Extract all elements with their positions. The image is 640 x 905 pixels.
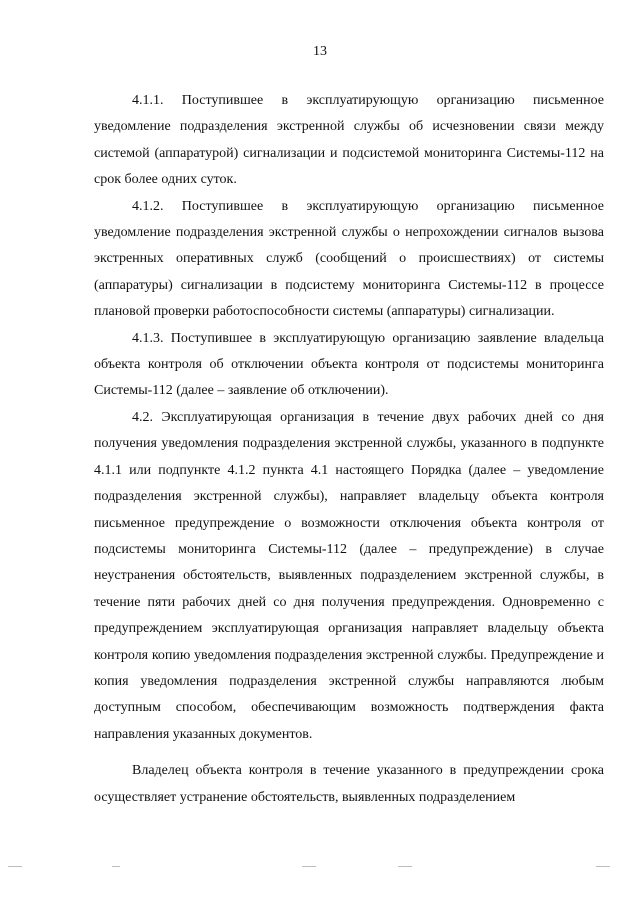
page-number: 13 — [313, 44, 327, 59]
scan-artifact-mark — [596, 866, 610, 867]
paragraph-4-2: 4.2. Эксплуатирующая организация в течение двух рабочих дней со дня получения уведомления подразделения экстренной службы, указанного в подпункте 4.1.1 или подпункте 4.1.2 пункта 4.1 настоящего Порядка (далее – уведомление подразделения экстренной службы), направляет владельцу объекта контроля письменное предупреждение о возможности отключения объекта контроля от подсистемы мониторинга Системы-112 (далее – предупреждение) в случае неустранения обстоятельств, выявленных подразделением экстренной службы, в течение пяти рабочих дней со дня получения предупреждения. Одновременно с предупреждением эксплуатирующая организация направляет владельцу объекта контроля копию уведомления подразделения экстренной службы. Предупреждение и копия уведомления подразделения экстренной службы направляются любым доступным способом, обеспечивающим возможность подтверждения факта направления указанных документов. — [94, 409, 604, 742]
scan-artifact-mark — [112, 866, 120, 867]
scan-artifact-mark — [8, 866, 22, 867]
paragraph-4-1-3: 4.1.3. Поступившее в эксплуатирующую организацию заявление владельца объекта контроля об отключении объекта контроля от подсистемы мониторинга Системы-112 (далее – заявление об отключении). — [94, 330, 604, 399]
paragraph-owner-obligation: Владелец объекта контроля в течение указанного в предупреждении срока осуществляет устранение обстоятельств, выявленных подразделением — [94, 763, 604, 805]
paragraph-4-1-2: 4.1.2. Поступившее в эксплуатирующую организацию письменное уведомление подразделения экстренной службы о непрохождении сигналов вызова экстренных оперативных служб (сообщений о происшествиях) от системы (аппаратуры) сигнализации в подсистему мониторинга Системы-112 в процессе плановой проверки работоспособности системы (аппаратуры) сигнализации. — [94, 198, 604, 320]
document-body — [94, 88, 604, 811]
scan-artifact-mark — [302, 866, 316, 867]
scan-artifact-mark — [398, 866, 412, 867]
paragraph-4-1-1: 4.1.1. Поступившее в эксплуатирующую организацию письменное уведомление подразделения экстренной службы об исчезновении связи между системой (аппаратурой) сигнализации и подсистемой мониторинга Системы-112 на срок более одних суток. — [94, 93, 604, 188]
